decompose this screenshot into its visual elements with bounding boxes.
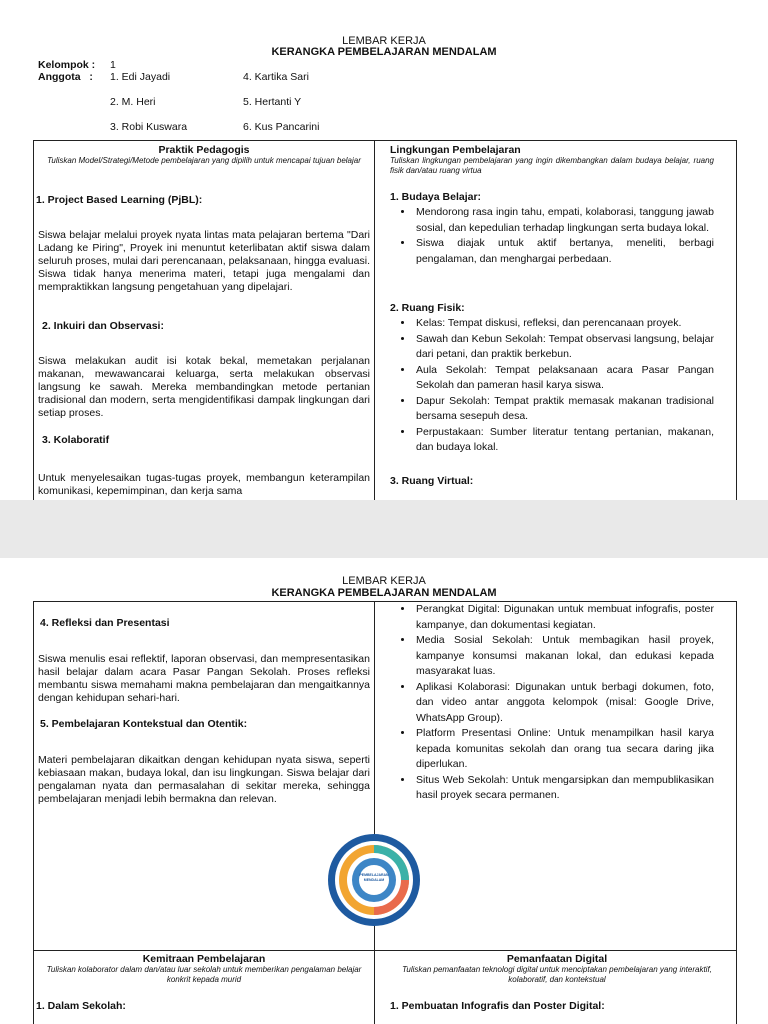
list-item: • Sawah dan Kebun Sekolah: Tempat observasi langsung, belajar dari petani, dan praktik berkebun. (414, 332, 714, 363)
column-divider (374, 140, 375, 500)
member-1: 1. Edi Jayadi (110, 71, 171, 83)
list-item: • Siswa diajak untuk aktif bertanya, meneliti, berbagi pengalaman, dan menghargai perbedaan. (414, 236, 714, 267)
worksheet-page-1 (0, 0, 768, 500)
kelompok-value: 1 (110, 59, 116, 71)
page-title: LEMBAR KERJA (342, 575, 426, 587)
list-item: • Situs Web Sekolah: Untuk mengarsipkan dan mempublikasikan hasil proyek secara permanen. (414, 773, 714, 804)
ruang-virtual-list (388, 602, 714, 804)
infografis-title: 1. Pembuatan Infografis dan Poster Digital: (390, 1000, 605, 1012)
logo-center-text: PEMBELAJARAN MENDALAM (359, 873, 389, 882)
inkuiri-title: 2. Inkuiri dan Observasi: (42, 320, 164, 332)
budaya-list (388, 205, 714, 267)
refleksi-text: Siswa menulis esai reflektif, laporan observasi, dan mempresentasikan hasil belajar dalam acara Pasar Pangan Sekolah. Proses refleksi membantu siswa memahami makna pembelajaran dan mengaitkannya dengan kehidupan sehari-hari. (38, 653, 370, 704)
page-subtitle: KERANGKA PEMBELAJARAN MENDALAM (271, 46, 497, 58)
kolaboratif-text: Untuk menyelesaikan tugas-tugas proyek, membangun keterampilan komunikasi, kepemimpinan, dan kerja sama (38, 472, 370, 497)
row-divider (33, 950, 737, 951)
list-item: • Media Sosial Sekolah: Untuk membagikan hasil proyek, kampanye konsumsi makanan lokal, dan edukasi kepada masyarakat luas. (414, 633, 714, 680)
worksheet-page-2 (0, 558, 768, 1024)
pjbl-text: Siswa belajar melalui proyek nyata lintas mata pelajaran bertema "Dari Ladang ke Piring", Proyek ini menuntut keterlibatan aktif siswa dalam seluruh proses, mulai dari perencanaan, pelaksanaan, hingga evaluasi. Siswa tidak hanya menerima materi, tetapi juga mengalami dan mempraktikkan langsung pengetahuan yang dipelajari. (38, 229, 370, 293)
pedagogis-heading: Praktik Pedagogis (158, 144, 250, 156)
kolaboratif-title: 3. Kolaboratif (42, 434, 110, 446)
lingkungan-cell (390, 144, 714, 176)
deep-learning-logo (327, 833, 421, 927)
member-6: 6. Kus Pancarini (243, 121, 320, 133)
kemitraan-heading: Kemitraan Pembelajaran (142, 953, 266, 965)
list-item: • Aula Sekolah: Tempat pelaksanaan acara Pasar Pangan Sekolah dan pameran hasil karya siswa. (414, 363, 714, 394)
member-3: 3. Robi Kuswara (110, 121, 188, 133)
kontekstual-text: Materi pembelajaran dikaitkan dengan kehidupan nyata siswa, seperti kebiasaan makan, budaya lokal, dan isu lingkungan. Siswa belajar dari pengalaman nyata dan permasalahan di sekitar mereka, sehingga pembelajaran menjadi lebih bermakna dan relevan. (38, 754, 370, 805)
anggota-label: Anggota : (38, 71, 93, 83)
ruang-virtual-title: 3. Ruang Virtual: (390, 475, 474, 487)
column-divider (374, 601, 375, 1024)
digital-cell (382, 953, 732, 985)
pedagogis-cell (38, 144, 370, 166)
list-item: • Perangkat Digital: Digunakan untuk membuat infografis, poster kampanye, dan dokumentasi kegiatan. (414, 602, 714, 633)
refleksi-title: 4. Refleksi dan Presentasi (40, 617, 170, 629)
list-item: • Platform Presentasi Online: Untuk menampilkan hasil karya kepada komunitas sekolah dan orang tua secara daring jika diperlukan. (414, 726, 714, 773)
list-item: • Mendorong rasa ingin tahu, empati, kolaborasi, tanggung jawab sosial, dan kepedulian terhadap lingkungan serta budaya lokal. (414, 205, 714, 236)
list-item: • Kelas: Tempat diskusi, refleksi, dan perencanaan proyek. (414, 316, 714, 332)
digital-instruction: Tuliskan pemanfaatan teknologi digital untuk menciptakan pembelajaran yang interaktif, kolaboratif, dan kontekstual (402, 965, 712, 984)
pedagogis-instruction: Tuliskan Model/Strategi/Metode pembelajaran yang dipilih untuk mencapai tujuan belajar (47, 156, 361, 165)
inkuiri-text: Siswa melakukan audit isi kotak bekal, memetakan perjalanan makanan, mewawancarai keluarga, serta melakukan observasi langsung ke sawah. Mereka membandingkan metode pertanian tradisional dan modern, serta mengidentifikasi dampak lingkungan dari setiap proses. (38, 355, 370, 419)
budaya-title: 1. Budaya Belajar: (390, 191, 482, 203)
dalam-sekolah-title: 1. Dalam Sekolah: (36, 1000, 126, 1012)
member-5: 5. Hertanti Y (243, 96, 302, 108)
list-item: • Dapur Sekolah: Tempat praktik memasak makanan tradisional bersama sesepuh desa. (414, 394, 714, 425)
kelompok-label: Kelompok : (38, 59, 96, 71)
ruang-fisik-title: 2. Ruang Fisik: (390, 302, 465, 314)
lingkungan-heading: Lingkungan Pembelajaran (390, 144, 521, 156)
lingkungan-instruction: Tuliskan lingkungan pembelajaran yang ingin dikembangkan dalam budaya belajar, ruang fisik dan/atau ruang virtua (390, 156, 714, 175)
list-item: • Perpustakaan: Sumber literatur tentang pertanian, makanan, dan budaya lokal. (414, 425, 714, 456)
page-subtitle: KERANGKA PEMBELAJARAN MENDALAM (271, 587, 497, 599)
kemitraan-cell (38, 953, 370, 985)
kemitraan-instruction: Tuliskan kolaborator dalam dan/atau luar sekolah untuk memberikan pengalaman belajar konkrit kepada murid (46, 965, 362, 984)
kontekstual-title: 5. Pembelajaran Kontekstual dan Otentik: (40, 718, 248, 730)
pjbl-title: 1. Project Based Learning (PjBL): (36, 194, 203, 206)
list-item: • Aplikasi Kolaborasi: Digunakan untuk berbagi dokumen, foto, dan video antar anggota kelompok (misal: Google Drive, WhatsApp Group). (414, 680, 714, 727)
page-title: LEMBAR KERJA (342, 35, 426, 47)
member-4: 4. Kartika Sari (243, 71, 309, 83)
ruang-fisik-list (388, 316, 714, 456)
member-2: 2. M. Heri (110, 96, 156, 108)
digital-heading: Pemanfaatan Digital (506, 953, 608, 965)
